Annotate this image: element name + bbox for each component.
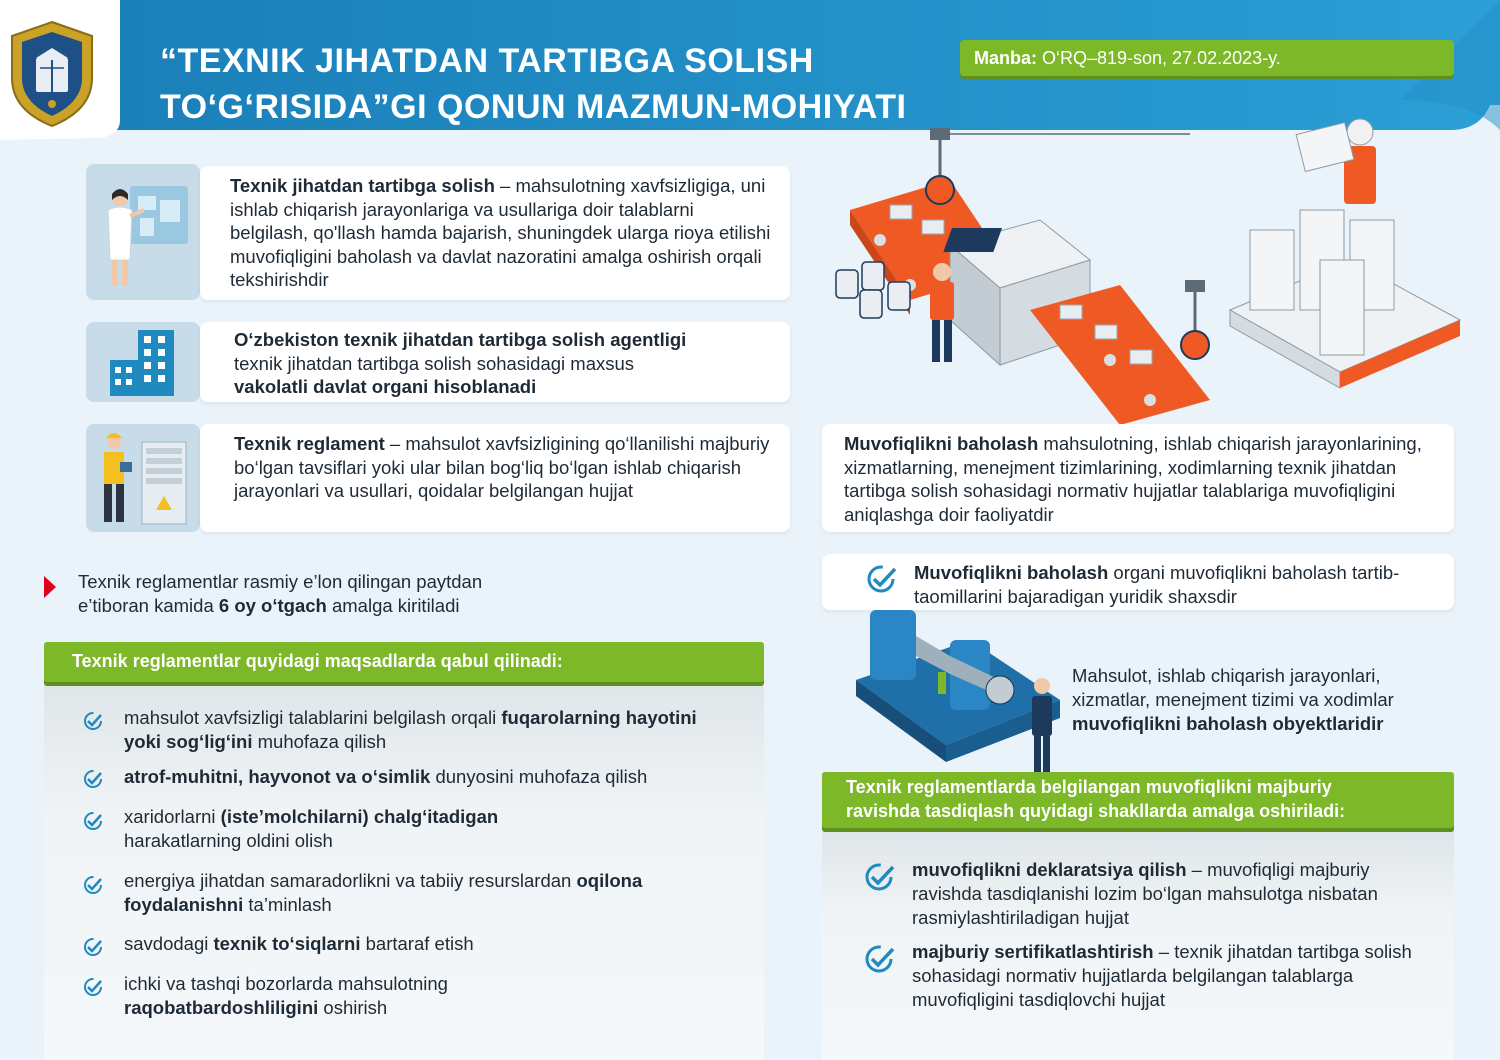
worker-server-icon <box>86 424 200 532</box>
check-icon <box>866 564 900 594</box>
building-illustration <box>86 322 200 402</box>
goal-item <box>124 706 724 754</box>
goal-item <box>124 765 744 789</box>
definition-term: Texnik jihatdan tartibga solish <box>230 175 495 196</box>
form-item-term: muvofiqlikni deklaratsiya qilish <box>912 859 1187 880</box>
goal-bold: (iste’molchilarni) chalg‘itadigan <box>220 806 499 827</box>
check-icon <box>82 768 104 790</box>
forms-heading-line-2: ravishda tasdiqlash quyidagi shakllarda amalga oshiriladi: <box>846 801 1346 821</box>
worker-illustration <box>86 424 200 532</box>
forms-heading-line-1: Texnik reglamentlarda belgilangan muvofiqlikni majburiy <box>846 777 1332 797</box>
source-label: Manba: <box>974 48 1037 68</box>
check-icon <box>864 862 898 892</box>
assessment-text: mahsulotning, ishlab chiqarish jarayonlarining, xizmatlarning, menejment tizimlarining, xodimlarning texnik jihatdan tartibga solish sohasidagi normativ hujjatlar talablariga muvofiqligini aniqlashga doir faoliyatdir <box>844 433 1422 525</box>
form-item-term: majburiy sertifikatlashtirish <box>912 941 1154 962</box>
goal-pre: energiya jihatdan samaradorlikni va tabiiy resurslardan <box>124 870 577 891</box>
assessment-card <box>822 424 1454 532</box>
factory-conveyor-illustration <box>830 110 1470 430</box>
goal-item <box>124 805 554 853</box>
objects-line-2: xizmatlar, menejment tizimi va xodimlar <box>1072 689 1394 710</box>
notice-pre: e’tiboran kamida <box>78 595 219 616</box>
forms-heading <box>822 772 1454 828</box>
source-value: O‘RQ–819-son, 27.02.2023-y. <box>1037 48 1281 68</box>
goal-bold: raqobatbardoshliligini <box>124 997 319 1018</box>
check-icon <box>82 874 104 896</box>
definition-text: – mahsulot xavfsizligining qo‘llanilishi majburiy bo‘lgan tavsiflari yoki ular bilan bog‘liq bo‘lgan ishlab chiqarish jarayonlari va usullari, qoidalar belgilangan hujjat <box>234 433 770 501</box>
form-item-declaration <box>912 858 1442 930</box>
goal-bold: oqilona foydalanishni <box>124 870 643 915</box>
definition-text: – mahsulotning xavfsizligiga, uni ishlab chiqarish jarayonlariga va usullariga doir talablarni belgilash, qo'llash hamda bajarish, shuningdek ularga rioya etilishi muvofiqligini baholash va davlat nazoratini amalga oshirish orqali tekshirishdir <box>230 175 771 290</box>
goal-item <box>124 932 724 956</box>
goal-post: dunyosini muhofaza qilish <box>430 766 648 787</box>
goal-post: harakatlarning oldini olish <box>124 830 333 851</box>
assessment-body-desc: organi muvofiqlikni baholash tartib-taomillarini bajaradigan yuridik shaxsdir <box>914 562 1400 607</box>
notice-post: amalga kiritiladi <box>326 595 460 616</box>
notice-text <box>78 570 598 618</box>
goal-post: ta’minlash <box>243 894 332 915</box>
goal-post: muhofaza qilish <box>252 731 387 752</box>
assessment-objects-text <box>1072 664 1472 736</box>
goal-pre: ichki va tashqi bozorlarda mahsulotning <box>124 973 448 994</box>
definition-card-agentlik <box>200 322 790 402</box>
red-arrow-icon <box>44 576 56 598</box>
lathe-machine-illustration <box>850 600 1070 780</box>
goals-heading: Texnik reglamentlar quyidagi maqsadlarda qabul qilinadi: <box>44 642 764 682</box>
definition-tail: vakolatli davlat organi hisoblanadi <box>234 376 537 397</box>
notice-bold: 6 oy o‘tgach <box>218 595 327 616</box>
definition-term: O‘zbekiston texnik jihatdan tartibga solish agentligi <box>234 329 687 350</box>
goal-item <box>124 869 644 917</box>
goal-pre: savdodagi <box>124 933 214 954</box>
check-icon <box>82 976 104 998</box>
notice-line-1: Texnik reglamentlar rasmiy e’lon qilingan paytdan <box>78 571 483 592</box>
check-icon <box>864 944 898 974</box>
assessment-body-term: Muvofiqlikni baholash <box>914 562 1109 583</box>
title-line-1: “TEXNIK JIHATDAN TARTIBGA SOLISH <box>160 42 814 80</box>
scientist-illustration <box>86 164 200 300</box>
objects-line-1: Mahsulot, ishlab chiqarish jarayonlari, <box>1072 665 1381 686</box>
definition-card-reglament <box>200 424 790 532</box>
definition-text: texnik jihatdan tartibga solish sohasidagi maxsus <box>234 352 635 374</box>
goal-bold: texnik to‘siqlarni <box>213 933 361 954</box>
form-item-text: – muvofiqligi majburiy ravishda tasdiqlanishi lozim bo‘lgan mahsulotga nisbatan rasmiylashtiriladigan hujjat <box>912 859 1378 928</box>
notice-line-2 <box>78 594 598 618</box>
definition-term: Texnik reglament <box>234 433 385 454</box>
form-item-text: – texnik jihatdan tartibga solish sohasidagi normativ hujjatlarda belgilangan talablarga muvofiqligini tasdiqlovchi hujjat <box>912 941 1412 1010</box>
goal-bold: atrof-muhitni, hayvonot va o‘simlik <box>124 766 431 787</box>
goal-post: bartaraf etish <box>360 933 474 954</box>
objects-line-3: muvofiqlikni baholash obyektlaridir <box>1072 713 1384 734</box>
page-title <box>160 38 940 130</box>
goal-pre: xaridorlarni <box>124 806 221 827</box>
emblem-icon <box>6 20 98 130</box>
goal-post: oshirish <box>318 997 388 1018</box>
assessment-term: Muvofiqlikni baholash <box>844 433 1039 454</box>
form-item-certification <box>912 940 1432 1012</box>
scientist-icon <box>86 164 200 300</box>
title-line-2: TO‘G‘RISIDA”GI QONUN MAZMUN-MOHIYATI <box>160 88 907 126</box>
check-icon <box>82 710 104 732</box>
goal-item <box>124 972 544 1020</box>
definition-card-tartibga-solish <box>200 166 790 300</box>
check-icon <box>82 936 104 958</box>
source-badge <box>960 40 1454 76</box>
goal-pre: mahsulot xavfsizligi talablarini belgilash orqali <box>124 707 502 728</box>
building-icon <box>86 322 200 402</box>
goal-bold: fuqarolarning hayotini yoki sog‘lig‘ini <box>124 707 697 752</box>
check-icon <box>82 810 104 832</box>
